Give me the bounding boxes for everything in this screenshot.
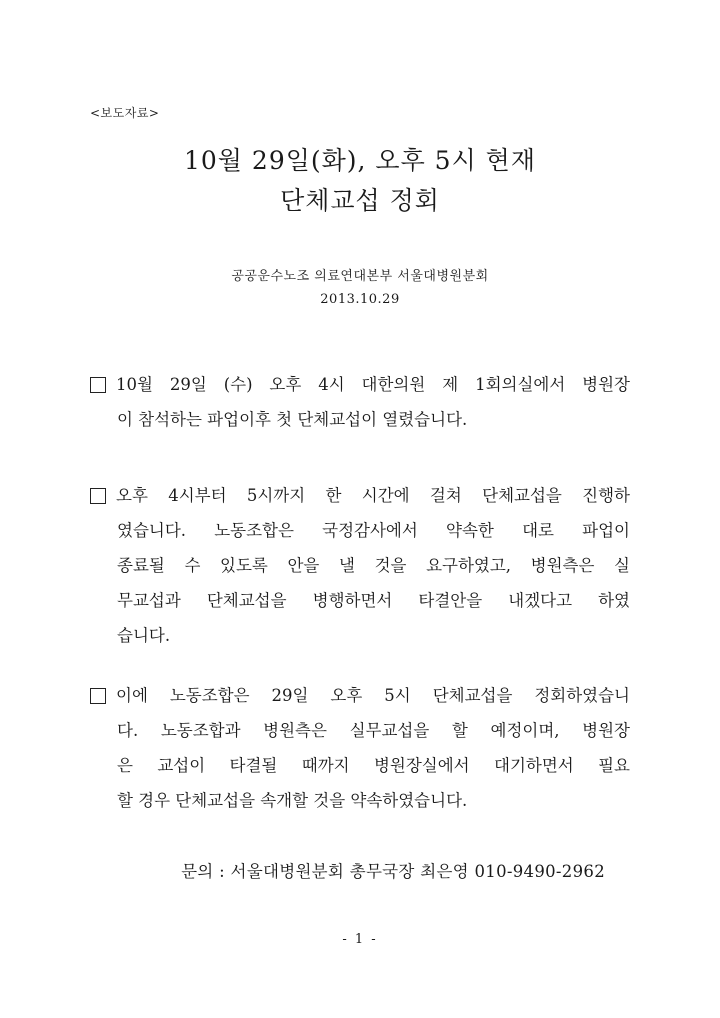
paragraph-line: 다. 노동조합과 병원측은 실무교섭을 할 예정이며, 병원장 xyxy=(117,721,630,740)
paragraph-line-text: 오후 4시부터 5시까지 한 시간에 걸쳐 단체교섭을 진행하 xyxy=(116,486,630,505)
paragraph-line: 였습니다. 노동조합은 국정감사에서 약속한 대로 파업이 xyxy=(117,521,630,540)
press-release-tag: <보도자료> xyxy=(90,106,160,120)
contact-info: 문의 : 서울대병원분회 총무국장 최은영 010-9490-2962 xyxy=(181,862,605,881)
organization-name: 공공운수노조 의료연대본부 서울대병원분회 xyxy=(231,269,489,284)
paragraph-1 xyxy=(90,367,630,437)
paragraph-line: 이 참석하는 파업이후 첫 단체교섭이 열렸습니다. xyxy=(117,410,468,429)
paragraph-line xyxy=(90,478,630,513)
checkbox-bullet-icon xyxy=(90,688,106,704)
paragraph-line xyxy=(90,678,630,713)
release-date: 2013.10.29 xyxy=(320,292,400,307)
paragraph-3 xyxy=(90,678,630,818)
page-number: - 1 - xyxy=(342,932,378,947)
title-line-1: 10월 29일(화), 오후 5시 현재 xyxy=(184,146,536,175)
paragraph-line-text: 10월 29일 (수) 오후 4시 대한의원 제 1회의실에서 병원장 xyxy=(116,375,630,394)
paragraph-line xyxy=(90,367,630,402)
paragraph-line: 습니다. xyxy=(117,626,171,645)
paragraph-2 xyxy=(90,478,630,653)
paragraph-line: 은 교섭이 타결될 때까지 병원장실에서 대기하면서 필요 xyxy=(117,756,630,775)
paragraph-line: 무교섭과 단체교섭을 병행하면서 타결안을 내겠다고 하였 xyxy=(117,591,630,610)
paragraph-line-text: 이에 노동조합은 29일 오후 5시 단체교섭을 정회하였습니 xyxy=(116,686,630,705)
paragraph-line: 할 경우 단체교섭을 속개할 것을 약속하였습니다. xyxy=(117,791,468,810)
checkbox-bullet-icon xyxy=(90,488,106,504)
paragraph-line: 종료될 수 있도록 안을 낼 것을 요구하였고, 병원측은 실 xyxy=(117,556,630,575)
title-line-2: 단체교섭 정회 xyxy=(280,186,440,215)
checkbox-bullet-icon xyxy=(90,377,106,393)
